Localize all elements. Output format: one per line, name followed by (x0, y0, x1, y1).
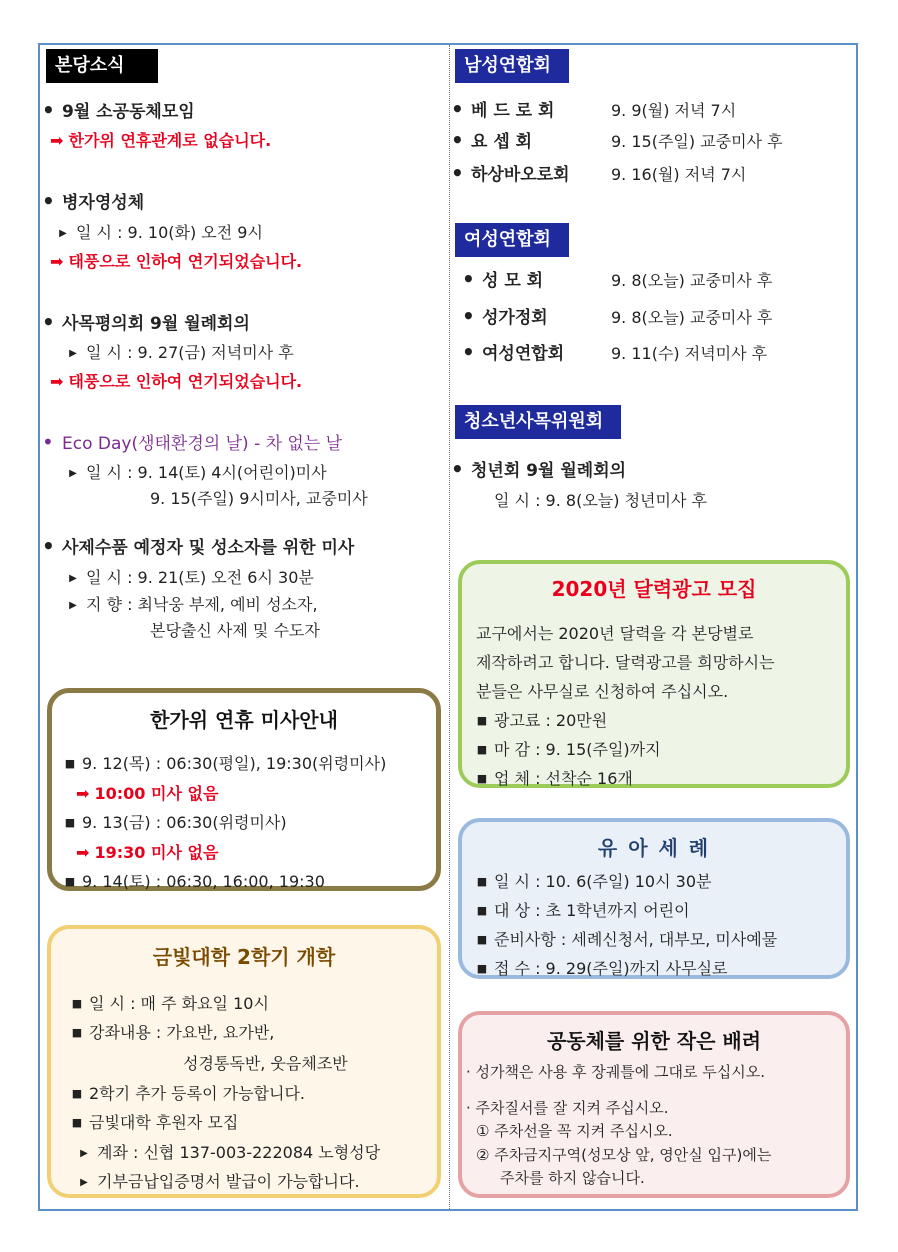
women-row (462, 266, 543, 291)
line-text: 접 수 : 9. 29(주일)까지 사무실로 (494, 959, 728, 978)
men-row (451, 96, 554, 121)
youth-detail: 일 시 : 9. 8(오늘) 청년미사 후 (494, 491, 707, 510)
arrow-icon: ➡ (76, 784, 95, 803)
arrow-icon: ➡ (50, 372, 69, 391)
square-bullet-icon: ■ (71, 1026, 83, 1039)
item-title: Eco Day(생태환경의 날) - 차 없는 날 (62, 434, 343, 454)
care-line: · 성가책은 사용 후 장궤틀에 그대로 두십시오. (466, 1063, 765, 1081)
detail-text: 일 시 : 9. 21(토) 오전 6시 30분 (86, 568, 314, 587)
calendar-paragraph: 교구에서는 2020년 달력을 각 본당별로 (476, 624, 754, 643)
item-detail-2: 9. 15(주일) 9시미사, 교중미사 (150, 489, 368, 508)
line-text: 광고료 : 20만원 (494, 711, 608, 730)
bullet-icon: • (451, 161, 464, 185)
line-text: 금빛대학 후원자 모집 (89, 1113, 239, 1132)
item-eco-day (42, 429, 342, 454)
note-text: 10:00 미사 없음 (94, 784, 219, 803)
calendar-line (470, 766, 633, 789)
parish-news-header: 본당소식 (46, 49, 158, 83)
arrow-icon: ➡ (50, 131, 69, 150)
box-title: 2020년 달력광고 모집 (551, 577, 757, 601)
baptism-line (470, 927, 777, 950)
triangle-icon: ▶ (80, 1148, 88, 1159)
line-text: 준비사항 : 세례신청서, 대부모, 미사예물 (494, 930, 778, 949)
square-bullet-icon: ■ (476, 904, 488, 917)
square-bullet-icon: ■ (71, 997, 83, 1010)
chuseok-mass-box (47, 688, 441, 891)
item-title: 청년회 9월 월례회의 (471, 461, 627, 481)
triangle-icon: ▶ (59, 228, 67, 239)
infant-baptism-box (458, 818, 850, 979)
item-sick-communion (42, 188, 144, 213)
mens-federation-header: 남성연합회 (455, 49, 569, 83)
note-text: 19:30 미사 없음 (94, 843, 219, 862)
group-name: 베 드 로 회 (471, 101, 555, 121)
item-detail (50, 220, 263, 243)
detail-text: 지 향 : 최낙웅 부제, 예비 성소자, (86, 595, 318, 614)
bullet-icon: • (451, 457, 464, 481)
square-bullet-icon: ■ (71, 1116, 83, 1129)
box-title: 한가위 연휴 미사안내 (150, 708, 338, 732)
box-title: 공동체를 위한 작은 배려 (546, 1029, 762, 1053)
community-care-box (458, 1011, 850, 1198)
womens-federation-header: 여성연합회 (455, 223, 569, 257)
line-text: 일 시 : 10. 6(주일) 10시 30분 (494, 872, 712, 891)
care-line: 주차를 하지 않습니다. (500, 1169, 645, 1187)
column-divider (449, 45, 450, 1209)
line-text: 2학기 추가 등록이 가능합니다. (89, 1084, 305, 1103)
univ-line (65, 1081, 305, 1104)
bullet-icon: • (42, 534, 55, 558)
youth-item (451, 456, 626, 481)
women-row (462, 303, 548, 328)
care-line: ② 주차금지구역(성모상 앞, 영안실 입구)에는 (476, 1146, 772, 1164)
item-title: 병자영성체 (62, 193, 145, 213)
line-text: 9. 13(금) : 06:30(위령미사) (82, 813, 287, 832)
line-text: 일 시 : 매 주 화요일 10시 (89, 994, 269, 1013)
bullet-icon: • (451, 97, 464, 121)
bullet-icon: • (451, 128, 464, 152)
univ-line-cont: 성경통독반, 웃음체조반 (183, 1054, 348, 1073)
line-text: 9. 14(토) : 06:30, 16:00, 19:30 (82, 872, 325, 891)
item-pastoral-council (42, 309, 250, 334)
item-note (50, 249, 302, 272)
calendar-line (470, 737, 661, 760)
detail-text: 일 시 : 9. 10(화) 오전 9시 (76, 223, 263, 242)
box-title: 유 아 세 례 (597, 836, 711, 860)
item-title: 사목평의회 9월 월례회의 (62, 314, 250, 334)
golden-university-box (47, 925, 441, 1198)
calendar-paragraph: 제작하려고 합니다. 달력광고를 희망하시는 (476, 653, 775, 672)
square-bullet-icon: ■ (64, 757, 76, 770)
bullet-icon: • (462, 304, 475, 328)
calendar-line (470, 708, 607, 731)
note-text: 태풍으로 인하여 연기되었습니다. (68, 252, 303, 271)
care-line: ① 주차선을 꼭 지켜 주십시오. (476, 1122, 673, 1140)
square-bullet-icon: ■ (476, 933, 488, 946)
item-note (50, 369, 302, 392)
women-row (462, 339, 564, 364)
square-bullet-icon: ■ (476, 875, 488, 888)
bullet-icon: • (42, 189, 55, 213)
men-row-info: 9. 16(월) 저녁 7시 (611, 165, 747, 184)
mass-line (58, 810, 287, 833)
mass-note (76, 840, 218, 863)
triangle-icon: ▶ (69, 348, 77, 359)
group-name: 성가정회 (482, 308, 548, 328)
care-line: · 주차질서를 잘 지켜 주십시오. (466, 1099, 669, 1117)
men-row (451, 160, 570, 185)
bullet-icon: • (462, 340, 475, 364)
men-row-info: 9. 9(월) 저녁 7시 (611, 101, 737, 120)
mass-note (76, 781, 218, 804)
line-text: 대 상 : 초 1학년까지 어린이 (494, 901, 690, 920)
triangle-icon: ▶ (69, 573, 77, 584)
calendar-ad-box (458, 560, 850, 788)
item-detail-3: 본당출신 사제 및 수도자 (150, 621, 320, 640)
square-bullet-icon: ■ (64, 875, 76, 888)
women-row-info: 9. 8(오늘) 교중미사 후 (611, 271, 773, 290)
line-text: 강좌내용 : 가요반, 요가반, (89, 1023, 275, 1042)
square-bullet-icon: ■ (71, 1087, 83, 1100)
baptism-line (470, 869, 711, 892)
arrow-icon: ➡ (76, 843, 95, 862)
calendar-paragraph: 분들은 사무실로 신청하여 주십시오. (476, 682, 729, 701)
detail-text: 일 시 : 9. 27(금) 저녁미사 후 (86, 343, 294, 362)
item-ordination-mass (42, 533, 354, 558)
line-text: 계좌 : 신협 137-003-222084 노형성당 (97, 1143, 381, 1162)
note-text: 태풍으로 인하여 연기되었습니다. (68, 372, 303, 391)
square-bullet-icon: ■ (476, 743, 488, 756)
group-name: 요 셉 회 (471, 132, 533, 152)
item-detail (60, 340, 294, 363)
item-detail (60, 592, 318, 615)
item-detail (60, 565, 314, 588)
univ-line (65, 991, 269, 1014)
triangle-icon: ▶ (69, 600, 77, 611)
item-small-community (42, 97, 195, 122)
bullet-icon: • (42, 430, 54, 454)
square-bullet-icon: ■ (476, 962, 488, 975)
item-note (50, 128, 271, 151)
univ-line (65, 1020, 274, 1043)
mass-line (58, 751, 386, 774)
detail-text: 일 시 : 9. 14(토) 4시(어린이)미사 (86, 463, 327, 482)
item-title: 9월 소공동체모임 (62, 102, 195, 122)
mass-line (58, 869, 325, 892)
triangle-icon: ▶ (80, 1177, 88, 1188)
square-bullet-icon: ■ (64, 816, 76, 829)
arrow-icon: ➡ (50, 252, 69, 271)
univ-line (71, 1140, 380, 1163)
women-row-info: 9. 11(수) 저녁미사 후 (611, 344, 768, 363)
youth-committee-header: 청소년사목위원회 (455, 405, 621, 439)
line-text: 9. 12(목) : 06:30(평일), 19:30(위령미사) (82, 754, 387, 773)
women-row-info: 9. 8(오늘) 교중미사 후 (611, 308, 773, 327)
bullet-icon: • (42, 310, 55, 334)
univ-line (71, 1169, 360, 1192)
men-row (451, 127, 532, 152)
note-text: 한가위 연휴관계로 없습니다. (68, 131, 272, 150)
triangle-icon: ▶ (69, 468, 77, 479)
group-name: 하상바오로회 (471, 165, 570, 185)
line-text: 마 감 : 9. 15(주일)까지 (494, 740, 661, 759)
baptism-line (470, 956, 728, 979)
square-bullet-icon: ■ (476, 772, 488, 785)
square-bullet-icon: ■ (476, 714, 488, 727)
men-row-info: 9. 15(주일) 교중미사 후 (611, 132, 783, 151)
univ-line (65, 1110, 238, 1133)
group-name: 성 모 회 (482, 271, 544, 291)
box-title: 금빛대학 2학기 개학 (152, 945, 336, 969)
item-detail (60, 460, 327, 483)
bullet-icon: • (462, 267, 475, 291)
bullet-icon: • (42, 98, 55, 122)
line-text: 기부금납입증명서 발급이 가능합니다. (97, 1172, 360, 1191)
item-title: 사제수품 예정자 및 성소자를 위한 미사 (62, 538, 355, 558)
line-text: 업 체 : 선착순 16개 (494, 769, 633, 788)
baptism-line (470, 898, 690, 921)
group-name: 여성연합회 (482, 344, 565, 364)
